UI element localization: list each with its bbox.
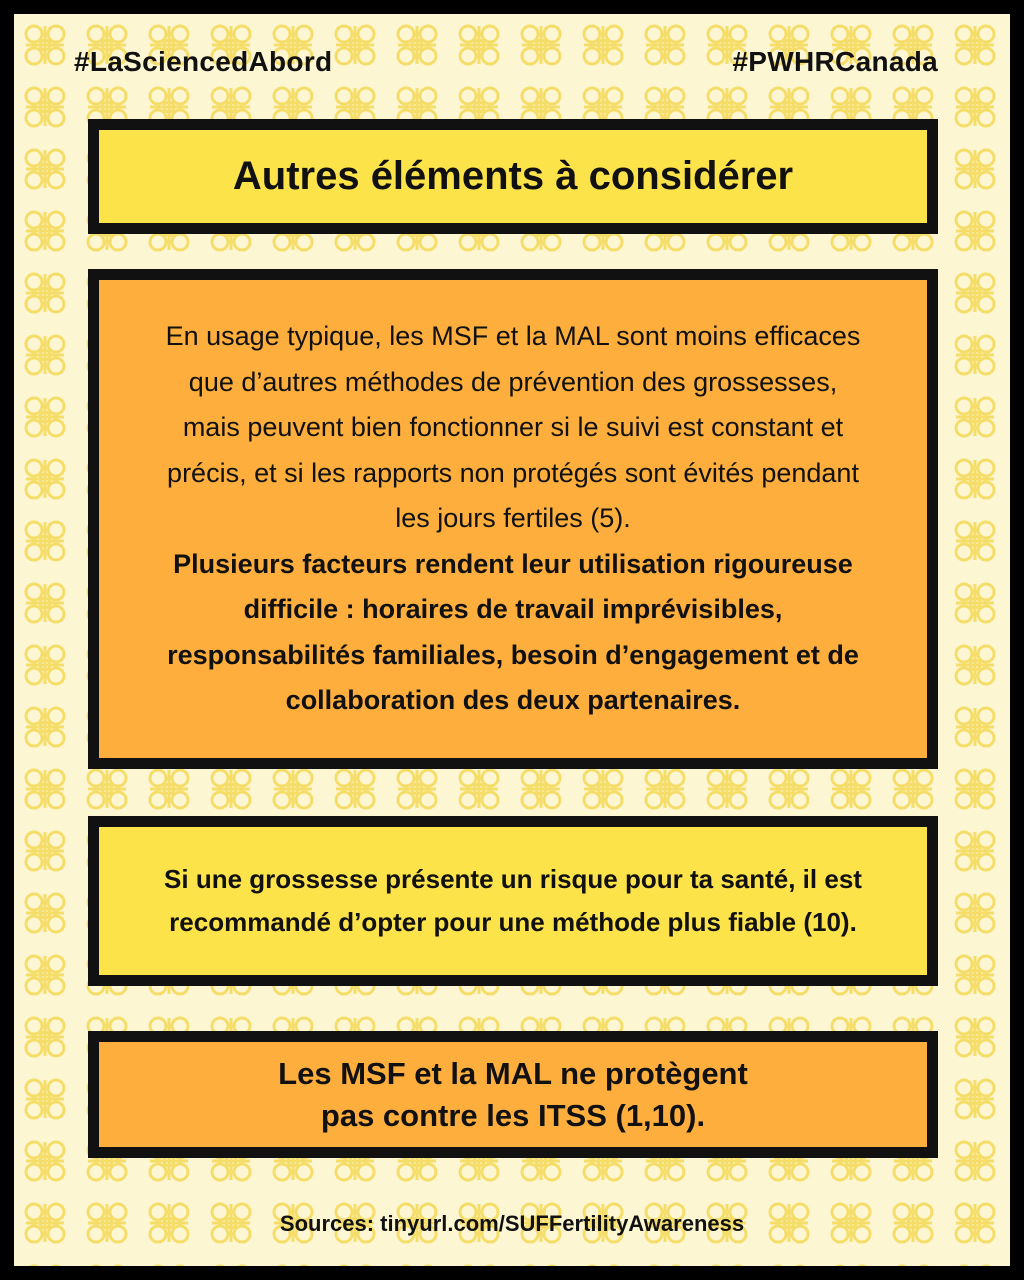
poster-frame <box>14 14 1010 1266</box>
page-title: Autres éléments à considérer <box>232 154 794 198</box>
itss-line: pas contre les ITSS (1,10). <box>320 1097 706 1133</box>
warning-line: recommandé d’opter pour une méthode plus fiable (10). <box>169 907 857 937</box>
warning-box <box>88 816 938 986</box>
itss-line: Les MSF et la MAL ne protègent <box>278 1055 748 1091</box>
hashtag-left: #LaSciencedAbord <box>74 46 333 77</box>
paragraph-line: mais peuvent bien fonctionner si le suivi est constant et <box>182 412 844 443</box>
paragraph-line: que d’autres méthodes de prévention des grossesses, <box>188 366 838 397</box>
bold-line: difficile : horaires de travail imprévisibles, <box>243 594 783 625</box>
itss-box <box>88 1031 938 1158</box>
sources-text: Sources: tinyurl.com/SUFFertilityAwareness <box>279 1211 745 1236</box>
warning-text <box>164 858 862 944</box>
paragraph-line: précis, et si les rapports non protégés sont évités pendant <box>167 457 859 488</box>
warning-line: Si une grossesse présente un risque pour ta santé, il est <box>164 864 862 894</box>
bold-line: Plusieurs facteurs rendent leur utilisation rigoureuse <box>173 548 853 579</box>
main-info-box <box>88 269 938 769</box>
paragraph-line: En usage typique, les MSF et la MAL sont moins efficaces <box>165 321 861 352</box>
bold-line: responsabilités familiales, besoin d’engagement et de <box>167 639 859 670</box>
bold-line: collaboration des deux partenaires. <box>285 685 741 716</box>
title-box <box>88 119 938 234</box>
hashtag-right: #PWHRCanada <box>732 46 938 77</box>
paragraph-line: les jours fertiles (5). <box>395 503 631 534</box>
